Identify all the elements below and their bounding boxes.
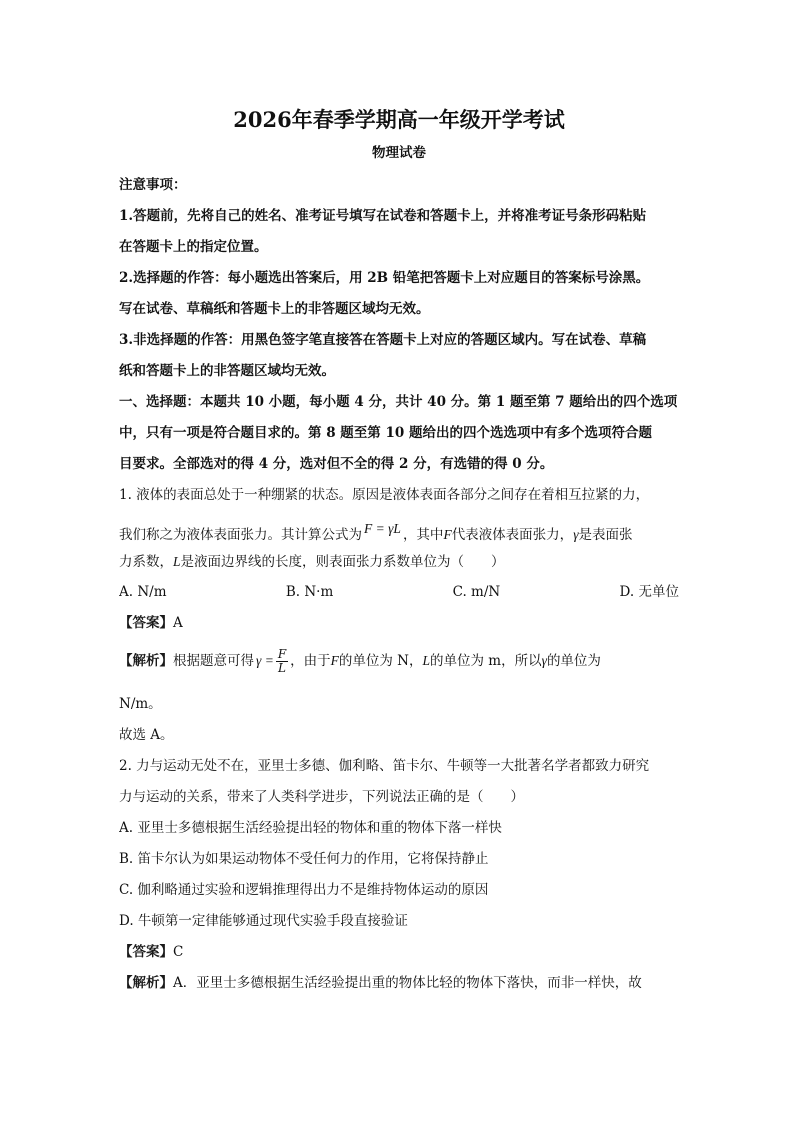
notes-line: 写在试卷、草稿纸和答题卡上的非答题区域均无效。 — [119, 301, 430, 317]
option-d: D. 牛顿第一定律能够通过现代实验手段直接验证 — [119, 913, 408, 929]
page-title: 2026年春季学期高一年级开学考试 — [233, 107, 565, 132]
formula: F = γL — [364, 521, 401, 536]
text-run: 根据题意可得 — [173, 653, 254, 669]
text-run: 是表面张 — [578, 527, 633, 543]
text-run: ，由于 — [290, 653, 331, 669]
fraction-f-over-l — [276, 648, 288, 675]
notes-line: 3.非选择题的作答：用黑色签字笔直接答在答题卡上对应的答题区域内。写在试卷、草稿 — [119, 332, 647, 348]
notes-line: 2.选择题的作答：每小题选出答案后，用 2B 铅笔把答题卡上对应题目的答案标号涂黑。 — [119, 270, 650, 286]
section-line: 一、选择题：本题共 10 小题，每小题 4 分，共计 40 分。第 1 题至第 7 题给出的四个选项 — [119, 394, 678, 410]
answer-value: C — [173, 944, 184, 960]
variable-f: F — [330, 653, 339, 668]
variable-l: L — [173, 554, 181, 569]
document-content — [119, 104, 679, 999]
variable-l: L — [422, 653, 431, 668]
answer-tag: 【答案】 — [119, 944, 173, 960]
text-run: 我们称之为液体表面张力。其计算公式为 — [119, 527, 362, 543]
option-b: B. N·m — [285, 584, 334, 600]
option-b: B. 笛卡尔认为如果运动物体不受任何力的作用，它将保持静止 — [119, 851, 489, 867]
question-1-conclusion: 故选 A。 — [119, 727, 174, 743]
notes-line: 1.答题前，先将自己的姓名、准考证号填写在试卷和答题卡上，并将准考证号条形码粘贴 — [119, 208, 647, 224]
answer-value: A — [173, 615, 183, 631]
variable-gamma: γ — [573, 527, 579, 542]
fraction-denominator: L — [277, 661, 286, 675]
fraction-numerator: F — [277, 647, 287, 661]
option-d: D. 无单位 — [619, 584, 679, 600]
option-c: C. 伽利略通过实验和逻辑推理得出力不是维持物体运动的原因 — [119, 882, 489, 898]
option-a: A. 亚里士多德根据生活经验提出轻的物体和重的物体下落一样快 — [119, 820, 502, 836]
text-run: 是液面边界线的长度，则表面张力系数单位为（ ） — [180, 554, 505, 570]
question-2-answer — [119, 937, 679, 968]
text-run: 的单位为 m，所以 — [430, 653, 542, 669]
question-2 — [119, 751, 679, 999]
text-run: 代表液体表面张力， — [451, 527, 574, 543]
variable-gamma: γ = — [256, 653, 274, 668]
question-1-analysis-continued: N/m。 — [119, 696, 162, 712]
question-2-stem-line: 2. 力与运动无处不在，亚里士多德、伽利略、笛卡尔、牛顿等一大批著名学者都致力研究 — [119, 758, 650, 774]
question-2-analysis — [119, 968, 679, 999]
text-run: 的单位为 — [546, 653, 601, 669]
option-c: C. m/N — [452, 584, 501, 600]
variable-gamma: γ — [541, 653, 547, 668]
analysis-tag: 【解析】 — [119, 653, 173, 669]
notes-line: 在答题卡上的指定位置。 — [119, 239, 268, 255]
page-subtitle: 物理试卷 — [372, 145, 426, 161]
question-1-stem-line — [119, 511, 679, 546]
notes-heading: 注意事项： — [119, 177, 187, 193]
analysis-tag: 【解析】 — [119, 975, 173, 991]
variable-f: F — [443, 527, 452, 542]
question-1-analysis — [119, 639, 679, 683]
text-run: 力系数， — [119, 554, 173, 570]
question-1-stem-line: 1. 液体的表面总处于一种绷紧的状态。原因是液体表面各部分之间存在着相互拉紧的力， — [119, 487, 650, 503]
text-run: ，其中 — [402, 527, 444, 543]
section-one-instructions — [119, 387, 679, 480]
question-2-stem-line: 力与运动的关系，带来了人类科学进步，下列说法正确的是（ ） — [119, 789, 524, 805]
question-1-stem-line — [119, 546, 679, 577]
option-a: A. N/m — [119, 584, 167, 600]
answer-tag: 【答案】 — [119, 615, 173, 631]
notes-section — [119, 170, 679, 387]
section-line: 目要求。全部选对的得 4 分，选对但不全的得 2 分，有选错的得 0 分。 — [119, 456, 554, 472]
question-1-answer — [119, 608, 679, 639]
text-run: 的单位为 N， — [338, 653, 423, 669]
text-run: A．亚里士多德根据生活经验提出重的物体比轻的物体下落快，而非一样快，故 — [173, 975, 642, 991]
section-line: 中，只有一项是符合题目求的。第 8 题至第 10 题给出的四个选选项中有多个选项符合题 — [119, 425, 652, 441]
notes-line: 纸和答题卡上的非答题区域均无效。 — [119, 363, 335, 379]
question-1-options — [119, 577, 679, 608]
question-1 — [119, 480, 679, 751]
